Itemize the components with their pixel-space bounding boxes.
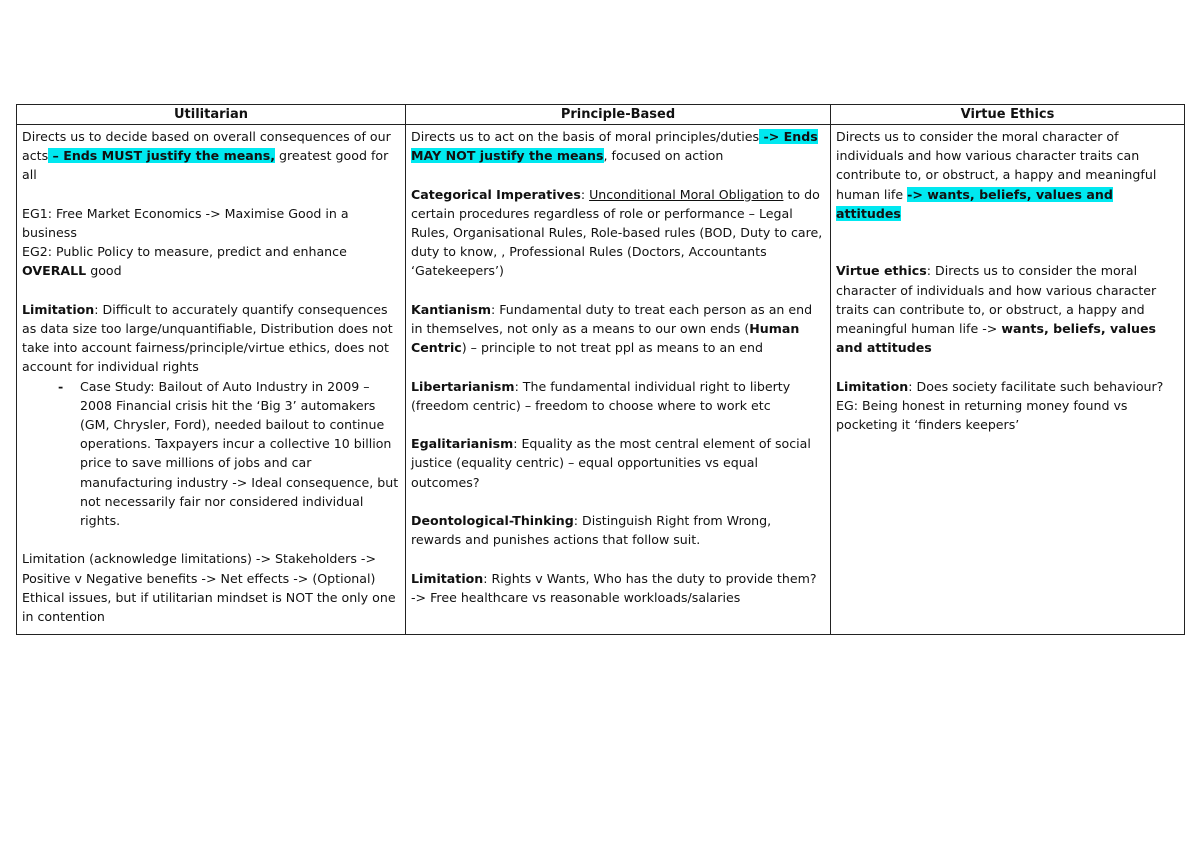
- cell-virtue-ethics: [831, 125, 1185, 635]
- utilitarian-limitation: Limitation: Difficult to accurately quantify consequences as data size too large/unquantifiable, Distribution does not take into account fairness/principle/virtue ethics, does not account for individual rights: [22, 301, 393, 375]
- cell-utilitarian: [17, 125, 406, 635]
- virtue-example: EG: Being honest in returning money found vs pocketing it ‘finders keepers’: [836, 397, 1128, 432]
- content-row: [17, 125, 1185, 635]
- highlight: -> wants, beliefs, values and attitudes: [836, 186, 1113, 221]
- ethics-comparison-table: [16, 104, 1185, 635]
- principle-intro: Directs us to act on the basis of moral principles/duties -> Ends MAY NOT justify the means, focused on action: [411, 129, 818, 164]
- case-study-list-item: [22, 377, 400, 531]
- header-utilitarian: Utilitarian: [17, 105, 406, 125]
- header-virtue-ethics: Virtue Ethics: [831, 105, 1185, 125]
- deontological-thinking: Deontological-Thinking: Distinguish Right from Wrong, rewards and punishes actions that follow suit.: [411, 512, 772, 548]
- virtue-ethics-definition: Virtue ethics: Directs us to consider the moral character of individuals and how various character traits can contribute to, or obstruct, a happy and meaningful human life -> wants, beliefs, values and attitudes: [836, 263, 1157, 356]
- case-study-text: Case Study: Bailout of Auto Industry in 2009 – 2008 Financial crisis hit the ‘Big 3’ automakers (GM, Chrysler, Ford), needed bailout to continue operations. Taxpayers incur a collective 10 billion price to save millions of jobs and car manufacturing industry -> Ideal consequence, but not necessarily fair nor considered individual rights.: [80, 378, 399, 529]
- virtue-intro: Directs us to consider the moral character of individuals and how various character traits can contribute to, or obstruct, a happy and meaningful human life -> wants, beliefs, values and attitudes: [836, 129, 1157, 221]
- principle-limitation: Limitation: Rights v Wants, Who has the duty to provide them? -> Free healthcare vs reasonable workloads/salaries: [411, 570, 817, 605]
- highlight: – Ends MUST justify the means,: [48, 148, 275, 164]
- header-principle-based: Principle-Based: [406, 105, 831, 125]
- kantianism: Kantianism: Fundamental duty to treat each person as an end in themselves, not only as a means to our own ends (Human Centric) – principle to not treat ppl as means to an end: [411, 301, 813, 356]
- libertarianism: Libertarianism: The fundamental individual right to liberty (freedom centric) – freedom to choose where to work etc: [411, 378, 791, 413]
- utilitarian-eg2: EG2: Public Policy to measure, predict and enhance OVERALL good: [22, 244, 347, 279]
- utilitarian-intro: Directs us to decide based on overall consequences of our acts – Ends MUST justify the means, greatest good for all: [22, 129, 391, 183]
- bullet-dash: -: [58, 378, 64, 394]
- utilitarian-limitation-steps: Limitation (acknowledge limitations) -> Stakeholders -> Positive v Negative benefits -> Net effects -> (Optional) Ethical issues, but if utilitarian mindset is NOT the only one in contention: [22, 551, 396, 625]
- categorical-imperatives: Categorical Imperatives: Unconditional Moral Obligation to do certain procedures regardless of role or performance – Legal Rules, Organisational Rules, Role-based rules (BOD, Duty to care, duty to know, , Professional Rules (Doctors, Accountants ‘Gatekeepers’): [411, 186, 823, 279]
- egalitarianism: Egalitarianism: Equality as the most central element of social justice (equality centric) – equal opportunities vs equal outcomes?: [411, 436, 811, 490]
- highlight: -> Ends MAY NOT justify the means: [411, 129, 818, 164]
- cell-principle-based: [406, 125, 831, 635]
- virtue-limitation: Limitation: Does society facilitate such behaviour?: [836, 378, 1164, 394]
- utilitarian-eg1: EG1: Free Market Economics -> Maximise Good in a business: [22, 205, 349, 240]
- header-row: [17, 105, 1185, 125]
